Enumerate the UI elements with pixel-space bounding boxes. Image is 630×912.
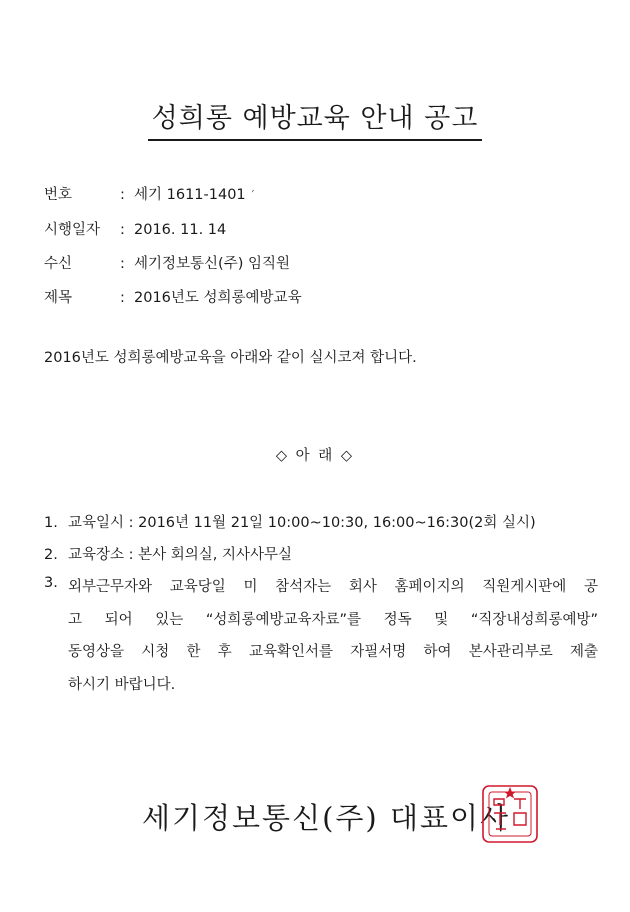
list-item-line: 고 되어 있는 “성희롱예방교육자료”를 정독 및 “직장내성희롱예방” <box>68 612 598 628</box>
meta-row-subject <box>44 286 302 307</box>
item-text: 교육장소 : 본사 회의실, 지사사무실 <box>68 547 293 563</box>
document-title: 성희롱 예방교육 안내 공고 <box>0 96 630 141</box>
list-item-line: 외부근무자와 교육당일 미 참석자는 회사 홈페이지의 직원게시판에 공 <box>68 579 598 595</box>
company-seal-icon <box>480 783 540 845</box>
list-item-line: 동영상을 시청 한 후 교육확인서를 자필서명 하여 본사관리부로 제출 <box>68 644 598 660</box>
item-number: 1. <box>44 515 58 531</box>
meta-separator: : <box>120 187 125 203</box>
signature-line: 세기정보통신(주) 대표이사 <box>142 801 511 835</box>
meta-separator: : <box>120 256 125 272</box>
meta-value: 2016. 11. 14 <box>134 222 227 238</box>
meta-label: 시행일자 <box>44 222 101 238</box>
meta-row-recipient <box>44 252 290 273</box>
meta-row-date <box>44 218 226 239</box>
meta-label: 수신 <box>44 256 73 272</box>
notice-header: ◇ 아 래 ◇ <box>275 448 355 464</box>
meta-separator: : <box>120 290 125 306</box>
meta-value: 세기 1611-1401 <box>134 187 246 203</box>
list-item-line: 하시기 바랍니다. <box>68 677 176 693</box>
list-item-number: 3. <box>44 575 58 591</box>
list-item <box>44 543 292 564</box>
meta-label: 제목 <box>44 290 73 306</box>
intro-paragraph: 2016년도 성희롱예방교육을 아래와 같이 실시코져 합니다. <box>44 350 417 366</box>
meta-value: 세기정보통신(주) 임직원 <box>134 256 290 272</box>
meta-row-number <box>44 183 254 204</box>
meta-value: 2016년도 성희롱예방교육 <box>134 290 302 306</box>
item-number: 2. <box>44 547 58 563</box>
item-text: 교육일시 : 2016년 11월 21일 10:00~10:30, 16:00~16:30(2회 실시) <box>68 515 536 531</box>
meta-separator: : <box>120 222 125 238</box>
check-mark: ′ <box>251 188 255 202</box>
list-item <box>44 511 536 532</box>
meta-label: 번호 <box>44 187 73 203</box>
